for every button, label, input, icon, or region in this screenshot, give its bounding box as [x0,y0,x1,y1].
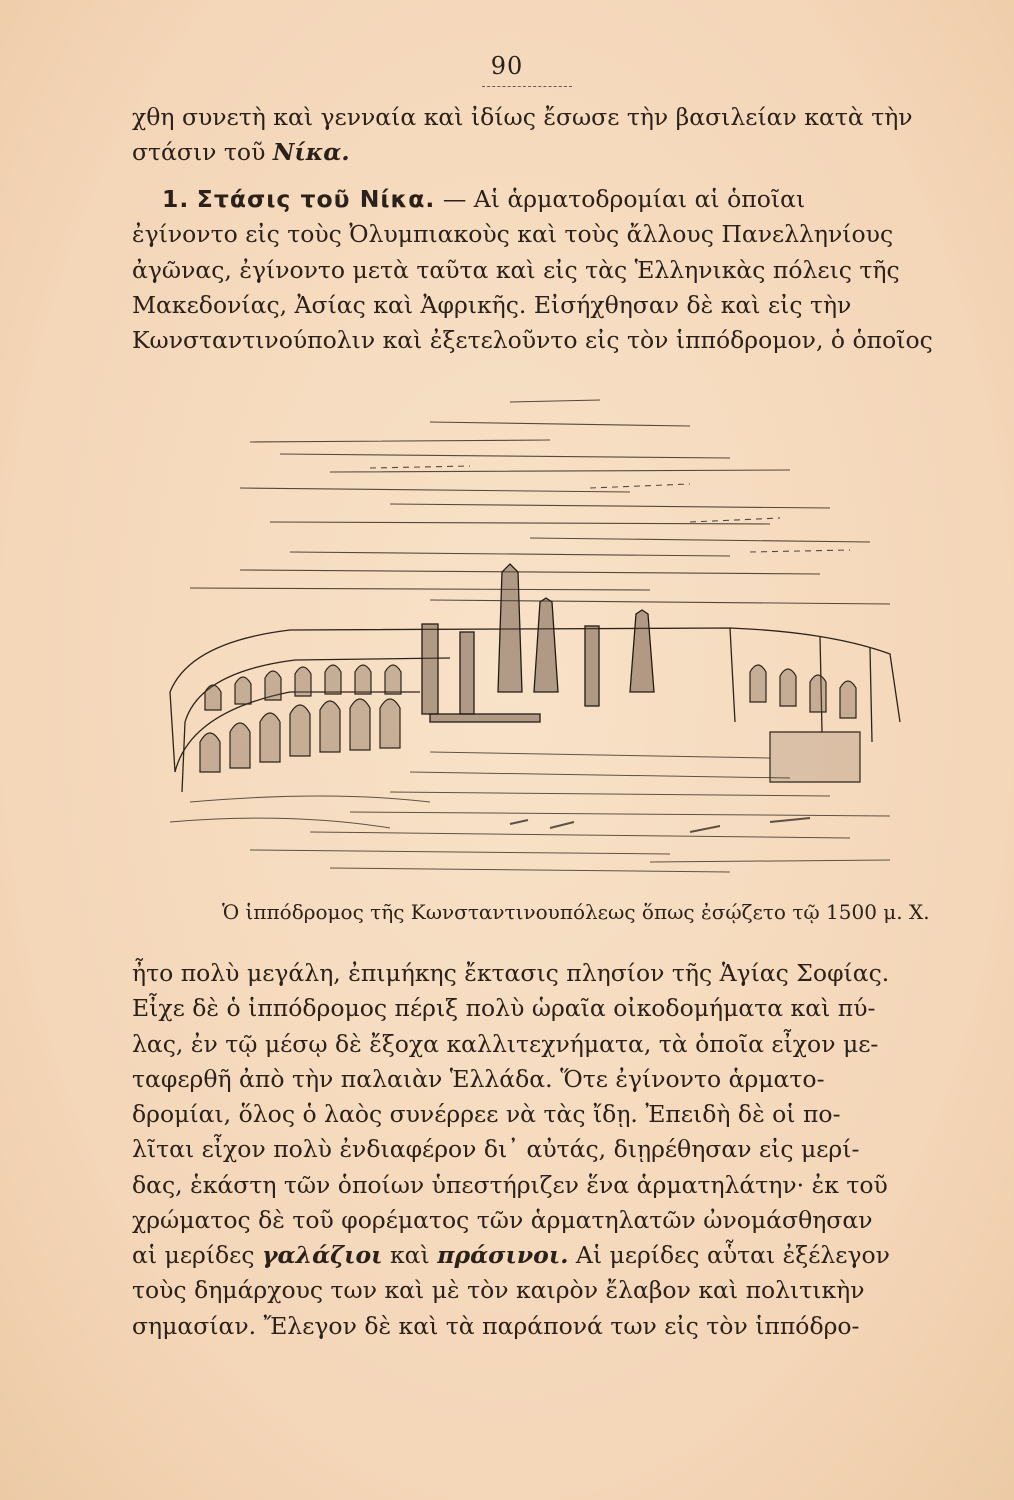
text-line: ταφερθῆ ἀπὸ τὴν παλαιὰν Ἑλλάδα. Ὅτε ἐγίνοντο ἁρματο- [132,1064,825,1093]
text-line: Μακεδονίας, Ἀσίας καὶ Ἀφρικῆς. Εἰσήχθησαν δὲ καὶ εἰς τὴν [132,290,852,319]
body-paragraph [132,956,912,1344]
text-line: Εἶχε δὲ ὁ ἱππόδρομος πέριξ πολὺ ὡραῖα οἰκοδομήματα καὶ πύ- [132,994,876,1023]
figure-caption: Ὁ ἱππόδρομος τῆς Κωνσταντινουπόλεως ὅπως ἐσῴζετο τῷ 1500 μ. Χ. [222,900,930,924]
text-line: σημασίαν. Ἔλεγον δὲ καὶ τὰ παράπονά των εἰς τὸν ἱππόδρο- [132,1311,860,1340]
text-line: λας, ἐν τῷ μέσῳ δὲ ἔξοχα καλλιτεχνήματα, τὰ ὁποῖα εἶχον με- [132,1029,879,1058]
text-line: λῖται εἶχον πολὺ ἐνδιαφέρον δι᾽ αὐτάς, διῃρέθησαν εἰς μερί- [132,1135,860,1164]
text-line [132,1238,912,1273]
intro-paragraph [132,100,912,171]
text-line: δας, ἑκάστη τῶν ὁποίων ὑπεστήριζεν ἕνα ἁρματηλάτην· ἐκ τοῦ [132,1170,888,1199]
section-heading-line [132,182,912,217]
page-number: 90 [490,52,524,80]
text-line [132,135,912,170]
section-title: Στάσις τοῦ Νίκα. [196,185,436,213]
text-span: — Αἱ ἁρματοδρομίαι αἱ ὁποῖαι [442,185,806,213]
greens-term: πράσινοι. [437,1241,569,1269]
text-line: ἀγῶνας, ἐγίνοντο μετὰ ταῦτα καὶ εἰς τὰς Ἑλληνικὰς πόλεις τῆς [132,255,900,284]
nika-term: Νίκα. [272,138,350,167]
text-line: τοὺς δημάρχους των καὶ μὲ τὸν καιρὸν ἔλαβον καὶ πολιτικὴν [132,1276,865,1305]
page-number-rule [482,86,572,87]
text-line: ἐγίνοντο εἰς τοὺς Ὀλυμπιακοὺς καὶ τοὺς ἄλλους Πανελληνίους [132,220,894,249]
text-line: ἦτο πολὺ μεγάλη, ἐπιμήκης ἔκτασις πλησίον τῆς Ἁγίας Σοφίας. [132,959,890,987]
blues-term: γαλάζιοι [262,1241,383,1269]
text-span: Αἱ μερίδες αὗται ἐξέλεγον [575,1241,890,1269]
text-span: αἱ μερίδες [132,1241,255,1269]
text-span: στάσιν τοῦ [132,138,266,167]
section-number: 1. [162,185,190,213]
text-line: δρομίαι, ὅλος ὁ λαὸς συνέρρεε νὰ τὰς ἴδῃ. Ἐπειδὴ δὲ οἱ πο- [132,1100,841,1128]
text-line: Κωνσταντινούπολιν καὶ ἐξετελοῦντο εἰς τὸν ἱππόδρομον, ὁ ὁποῖος [132,326,933,354]
section-paragraph [132,182,933,358]
text-line: χθη συνετὴ καὶ γενναία καὶ ἰδίως ἔσωσε τὴν βασιλείαν κατὰ τὴν [132,103,913,131]
text-span: καὶ [389,1241,430,1269]
hippodrome-engraving [130,392,920,892]
text-line: χρώματος δὲ τοῦ φορέματος τῶν ἁρματηλατῶν ὠνομάσθησαν [132,1205,873,1234]
